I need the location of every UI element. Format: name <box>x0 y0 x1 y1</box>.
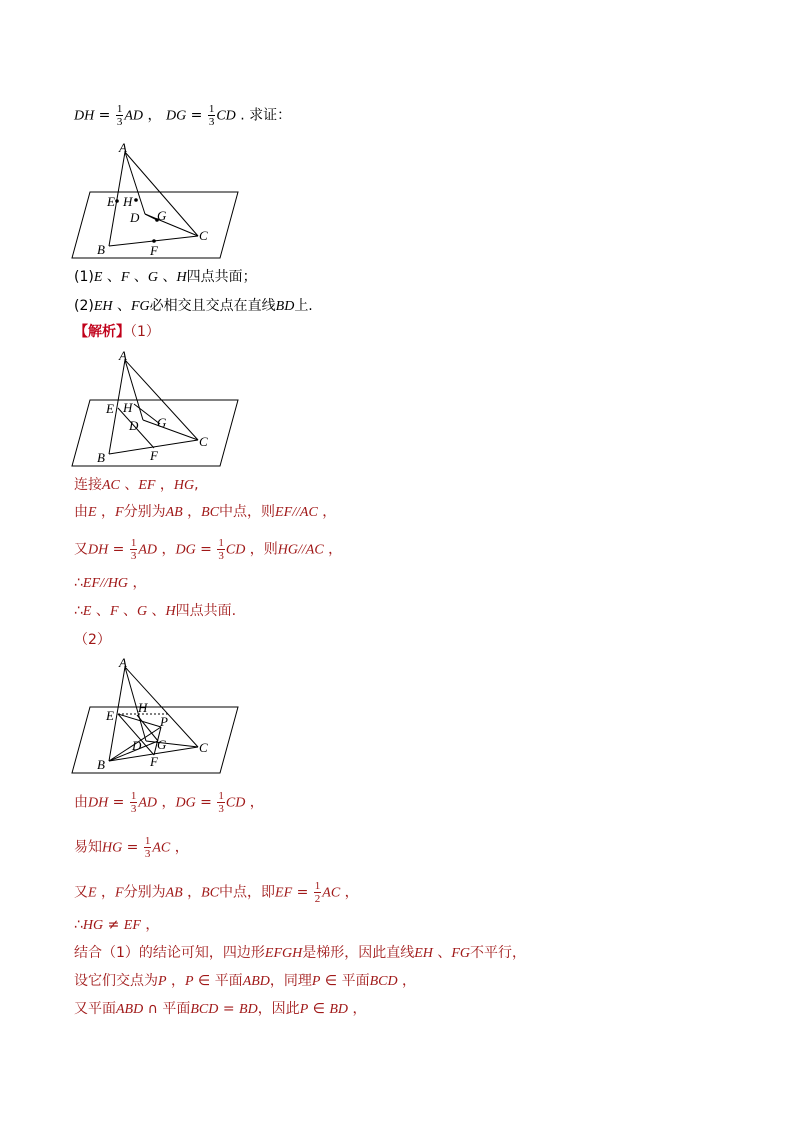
frac-den: 3 <box>130 550 137 562</box>
label-h: H <box>138 700 148 715</box>
point-e <box>115 199 119 203</box>
seg-bd: BD <box>239 1002 258 1017</box>
label-d: D <box>129 418 139 433</box>
txt: 由 <box>74 504 88 520</box>
txt: ，同理 <box>269 973 312 989</box>
pt-f: F <box>115 505 124 520</box>
element-of: ∈ <box>193 973 215 989</box>
txt: 又 <box>74 541 88 558</box>
txt: 又平面 <box>74 1001 116 1017</box>
s2-line-6 <box>74 971 416 992</box>
q2-text: 必相交且交点在直线 <box>149 298 276 314</box>
label-a: A <box>119 348 127 363</box>
label-b: B <box>97 450 105 465</box>
s2-line-1 <box>74 790 264 815</box>
parallel: // <box>100 576 108 591</box>
fraction-one-third <box>130 537 138 562</box>
parallel: // <box>298 542 306 558</box>
part-2-label: （2） <box>74 632 111 648</box>
element-of: ∈ <box>308 1001 330 1017</box>
q2-number: (2) <box>74 298 94 314</box>
seg-dg <box>145 214 157 220</box>
pt-e: E <box>82 604 92 619</box>
seg-dh: DH <box>88 795 109 811</box>
pt-p: P <box>299 1002 309 1017</box>
sep: 、 <box>158 269 177 285</box>
end: ， <box>140 917 160 933</box>
therefore-symbol: ∴ <box>74 575 83 591</box>
pt-p: P <box>311 974 321 989</box>
fraction-one-third <box>130 790 138 815</box>
seg-cd: CD <box>216 108 236 124</box>
sep: 、 <box>432 945 452 961</box>
txt: 是梯形，因此直线 <box>302 945 415 961</box>
sep: 、 <box>118 603 137 619</box>
seg-bd: BD <box>275 299 295 314</box>
seg-dh: DH <box>88 542 109 558</box>
seg-cd: CD <box>225 542 246 558</box>
sep: 、 <box>112 298 131 314</box>
pt-f: F <box>120 270 130 285</box>
end: ， <box>348 1001 367 1017</box>
end: ， <box>397 973 417 989</box>
label-c: C <box>199 434 208 449</box>
txt: 连接 <box>74 477 102 493</box>
frac-num: 1 <box>218 537 224 549</box>
label-f: F <box>150 448 158 463</box>
not-equal: ≠ <box>103 917 124 933</box>
element-of: ∈ <box>320 973 342 989</box>
pt-g: G <box>147 270 158 285</box>
label-f: F <box>150 754 158 769</box>
seg-dg: DG <box>175 795 196 811</box>
label-c: C <box>199 740 208 755</box>
edge-dc <box>146 741 198 747</box>
seg-cd: CD <box>225 795 246 811</box>
comma: ， <box>143 107 162 124</box>
s1-line-5 <box>74 601 236 622</box>
figure-tetrahedron-1 <box>68 140 248 260</box>
label-c: C <box>199 228 208 243</box>
equals: = <box>186 107 207 124</box>
label-b: B <box>97 242 105 257</box>
txt: 平面 <box>214 973 243 989</box>
seg-ac: AC <box>102 478 120 493</box>
plane-abd: ABD <box>116 1002 144 1017</box>
end: , <box>194 477 199 493</box>
equals: = <box>122 839 143 856</box>
label-e: E <box>106 401 114 416</box>
pt-f: F <box>109 604 119 619</box>
label-a: A <box>119 140 127 155</box>
question-2 <box>74 296 313 317</box>
equals: = <box>292 884 313 901</box>
question-1 <box>74 267 257 288</box>
seg-hg: HG <box>102 840 123 856</box>
txt: 分别为 <box>123 884 166 901</box>
frac-num: 1 <box>130 537 137 549</box>
label-g: G <box>157 737 167 752</box>
end: ， <box>317 504 337 520</box>
pt-g: G <box>136 604 148 619</box>
sep: ， <box>182 504 202 520</box>
prove-text: . 求证： <box>235 107 292 124</box>
fraction-one-third <box>116 103 124 128</box>
analysis-heading <box>74 322 160 342</box>
txt: 平面 <box>341 973 370 989</box>
fraction-one-third <box>217 790 225 815</box>
seg-ab: AB <box>165 885 183 901</box>
label-e: E <box>106 708 114 723</box>
seg-ef: EF <box>138 478 156 493</box>
seg-ac: AC <box>322 885 341 901</box>
txt: 不平行， <box>470 945 527 961</box>
seg-ad: AD <box>124 108 144 124</box>
frac-den: 3 <box>208 116 215 128</box>
given-line <box>74 103 291 128</box>
sep: ， <box>155 477 174 493</box>
seg-ef: EF <box>123 918 141 933</box>
end: ， <box>340 884 359 901</box>
pt-e: E <box>93 270 103 285</box>
fraction-one-half <box>314 880 322 905</box>
pt-h: H <box>176 270 187 285</box>
sep: ， <box>166 973 186 989</box>
plane-bcd: BCD <box>369 974 398 989</box>
label-d: D <box>132 738 142 753</box>
label-a: A <box>119 655 127 670</box>
frac-num: 1 <box>218 790 224 802</box>
txt: ，因此 <box>257 1001 300 1017</box>
equals: = <box>195 794 217 811</box>
point-h <box>134 198 138 202</box>
figure-tetrahedron-2 <box>68 348 248 468</box>
s2-line-2 <box>74 835 189 860</box>
pt-f: F <box>115 885 124 901</box>
frac-num: 1 <box>208 103 215 115</box>
seg-ef: EF <box>275 885 293 901</box>
seg-fg: FG <box>130 299 150 314</box>
label-e: E <box>107 194 115 209</box>
label-f: F <box>150 243 158 258</box>
sep: 、 <box>91 603 110 619</box>
seg-bc: BC <box>201 505 220 520</box>
intersection: ∩ <box>143 1001 163 1017</box>
seg-dg: DG <box>175 542 196 558</box>
frac-den: 2 <box>314 893 321 905</box>
sep: 、 <box>147 603 166 619</box>
edge-dc <box>145 214 198 236</box>
txt: 由 <box>74 794 88 811</box>
pt-e: E <box>88 885 97 901</box>
frac-den: 3 <box>218 550 224 562</box>
frac-den: 3 <box>116 116 123 128</box>
therefore-symbol: ∴ <box>74 917 83 933</box>
txt: 易知 <box>74 839 102 856</box>
txt: 平面 <box>162 1001 191 1017</box>
equals: = <box>94 107 115 124</box>
seg-ac: AC <box>299 505 318 520</box>
equals: = <box>195 541 217 558</box>
plane-abd: ABD <box>242 974 270 989</box>
label-g: G <box>157 415 167 430</box>
seg-ad: AD <box>138 542 158 558</box>
equals: = <box>108 794 129 811</box>
fraction-one-third <box>217 537 225 562</box>
label-p: P <box>160 714 168 729</box>
sep: 、 <box>102 269 121 285</box>
txt: 结合（1）的结论可知，四边形 <box>74 945 265 961</box>
seg-bd: BD <box>329 1002 349 1017</box>
seg-hg: HG <box>82 918 104 933</box>
sep: 、 <box>119 477 139 493</box>
txt: 四点共面. <box>175 603 237 619</box>
seg-eh: EH <box>93 299 113 314</box>
label-b: B <box>97 757 105 772</box>
txt: 又 <box>74 884 88 901</box>
txt: 分别为 <box>123 504 166 520</box>
seg-ef: EF <box>82 576 101 591</box>
seg-hg: HG <box>107 576 129 591</box>
s1-line-2 <box>74 502 336 523</box>
s1-line-1 <box>74 475 199 496</box>
seg-ad: AD <box>138 795 158 811</box>
figure-tetrahedron-3 <box>68 655 248 775</box>
s2-line-7 <box>74 999 366 1020</box>
seg-ef: EF <box>275 505 293 520</box>
s1-line-3 <box>74 537 342 562</box>
txt: 设它们交点为 <box>74 973 158 989</box>
frac-den: 3 <box>144 848 151 860</box>
seg-eh: EH <box>414 946 433 961</box>
label-g: G <box>157 208 167 223</box>
parallel: // <box>292 505 300 520</box>
frac-num: 1 <box>144 835 151 847</box>
q2-end: 上. <box>294 298 313 314</box>
seg-bc: BC <box>201 885 220 901</box>
q1-number: (1) <box>74 269 94 285</box>
pt-p: P <box>158 974 167 989</box>
end: ， <box>170 839 189 856</box>
sep: ， <box>157 794 176 811</box>
seg-ab: AB <box>165 505 183 520</box>
seg-ac: AC <box>152 840 171 856</box>
pt-h: H <box>165 604 176 619</box>
line-ep <box>118 714 161 727</box>
sep: 、 <box>129 269 148 285</box>
frac-den: 3 <box>130 803 137 815</box>
part-2-heading <box>74 630 111 650</box>
s2-line-3 <box>74 880 359 905</box>
pt-p: P <box>185 974 194 989</box>
end: ， <box>323 541 343 558</box>
frac-den: 3 <box>218 803 224 815</box>
end: ， <box>245 794 264 811</box>
txt: 中点，则 <box>219 504 276 520</box>
end: ， <box>128 575 147 591</box>
seg-hg: HG <box>277 542 299 558</box>
seg-hg: HG <box>173 478 195 493</box>
seg-dh: DH <box>74 108 95 124</box>
label-h: H <box>123 194 133 209</box>
part-1-label: （1） <box>130 324 160 340</box>
analysis-label: 【解析】 <box>74 324 130 340</box>
plane-bcd: BCD <box>190 1002 219 1017</box>
fraction-one-third <box>208 103 216 128</box>
equals: = <box>218 1001 240 1017</box>
therefore-symbol: ∴ <box>74 603 83 619</box>
frac-num: 1 <box>314 880 321 892</box>
sep: ， <box>157 541 176 558</box>
frac-num: 1 <box>116 103 123 115</box>
q1-text: 四点共面； <box>186 269 257 285</box>
seg-ac: AC <box>305 542 324 558</box>
equals: = <box>108 541 129 558</box>
fraction-one-third <box>144 835 152 860</box>
frac-num: 1 <box>130 790 137 802</box>
sep: ， <box>96 504 116 520</box>
pt-e: E <box>88 505 97 520</box>
quad-efgh: EFGH <box>264 946 303 961</box>
s1-line-4 <box>74 573 147 594</box>
sep: ， <box>182 884 202 901</box>
txt: ，则 <box>245 541 278 558</box>
label-h: H <box>123 400 133 415</box>
sep: ， <box>96 884 116 901</box>
label-d: D <box>130 210 140 225</box>
txt: 中点，即 <box>219 884 276 901</box>
seg-dg: DG <box>165 108 187 124</box>
seg-fg: FG <box>451 946 471 961</box>
s2-line-5 <box>74 943 526 964</box>
s2-line-4 <box>74 915 159 936</box>
edge-dc <box>143 420 198 440</box>
